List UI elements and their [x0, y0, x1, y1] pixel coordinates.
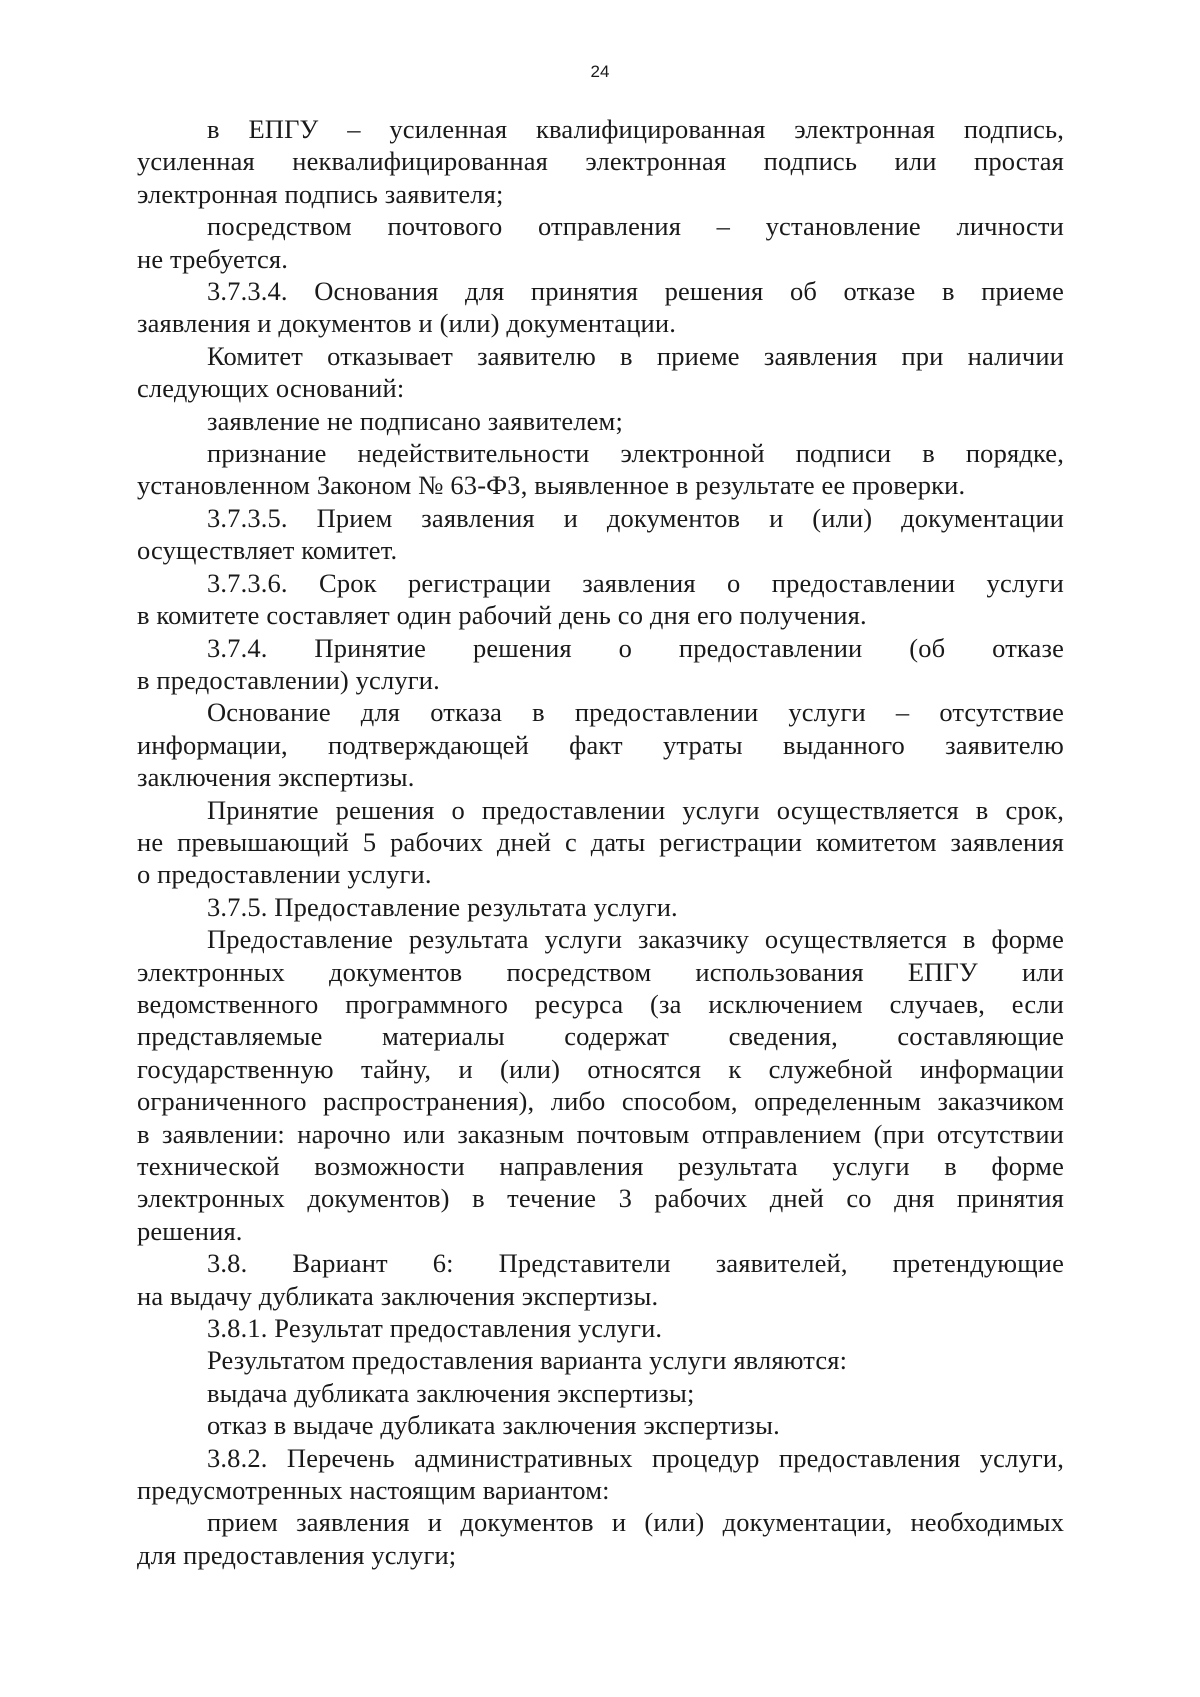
text-line: 3.7.3.6. Срок регистрации заявления о предоставлении услуги: [207, 567, 1064, 598]
text-line: ведомственного программного ресурса (за исключением случаев, если: [137, 988, 1064, 1019]
paragraph: [137, 113, 1064, 210]
text-line: в предоставлении) услуги.: [137, 664, 440, 695]
text-line: электронная подпись заявителя;: [137, 178, 504, 209]
text-line: не требуется.: [137, 243, 289, 274]
text-line: 3.7.5. Предоставление результата услуги.: [207, 891, 678, 922]
text-line: Принятие решения о предоставлении услуги осуществляется в срок,: [207, 794, 1064, 825]
document-body: [137, 113, 1064, 1571]
text-line: заключения экспертизы.: [137, 762, 415, 793]
text-line: 3.7.3.5. Прием заявления и документов и (или) документации: [207, 502, 1064, 533]
text-line: 3.7.4. Принятие решения о предоставлении (об отказе: [207, 632, 1064, 663]
paragraph: [137, 1312, 1064, 1344]
text-line: в комитете составляет один рабочий день со дня его получения.: [137, 600, 867, 631]
paragraph: [137, 923, 1064, 1247]
text-line: заявление не подписано заявителем;: [207, 405, 623, 436]
text-line: отказ в выдаче дубликата заключения экспертизы.: [207, 1410, 780, 1441]
text-line: о предоставлении услуги.: [137, 859, 432, 890]
text-line: электронных документов посредством использования ЕПГУ или: [137, 956, 1064, 987]
text-line: информации, подтверждающей факт утраты выданного заявителю: [137, 729, 1064, 760]
text-line: ограниченного распространения), либо способом, определенным заказчиком: [137, 1086, 1064, 1117]
text-line: следующих оснований:: [137, 373, 405, 404]
text-line: 3.7.3.4. Основания для принятия решения об отказе в приеме: [207, 276, 1064, 307]
text-line: 3.8.1. Результат предоставления услуги.: [207, 1313, 663, 1344]
paragraph: [137, 1247, 1064, 1312]
text-line: Предоставление результата услуги заказчику осуществляется в форме: [207, 924, 1064, 955]
text-line: осуществляет комитет.: [137, 535, 398, 566]
text-line: Результатом предоставления варианта услуги являются:: [207, 1345, 848, 1376]
page-number: 24: [590, 62, 610, 81]
paragraph: [137, 632, 1064, 697]
text-line: предусмотренных настоящим вариантом:: [137, 1475, 610, 1506]
text-line: установленном Законом № 63-ФЗ, выявленное в результате ее проверки.: [137, 470, 966, 501]
text-line: электронных документов) в течение 3 рабочих дней со дня принятия: [137, 1183, 1064, 1214]
text-line: признание недействительности электронной подписи в порядке,: [207, 438, 1064, 469]
paragraph: [137, 340, 1064, 405]
text-line: не превышающий 5 рабочих дней с даты регистрации комитетом заявления: [137, 826, 1064, 857]
paragraph: [137, 794, 1064, 891]
text-line: прием заявления и документов и (или) документации, необходимых: [207, 1507, 1064, 1538]
text-line: в заявлении: нарочно или заказным почтовым отправлением (при отсутствии: [137, 1118, 1064, 1149]
paragraph: [137, 1344, 1064, 1376]
text-line: выдача дубликата заключения экспертизы;: [207, 1377, 695, 1408]
text-line: 3.8.2. Перечень административных процедур предоставления услуги,: [207, 1442, 1064, 1473]
paragraph: [137, 437, 1064, 502]
text-line: Комитет отказывает заявителю в приеме заявления при наличии: [207, 340, 1064, 371]
text-line: технической возможности направления результата услуги в форме: [137, 1151, 1064, 1181]
paragraph: [137, 210, 1064, 275]
paragraph: [137, 405, 1064, 437]
text-line: для предоставления услуги;: [137, 1539, 457, 1570]
paragraph: [137, 567, 1064, 632]
paragraph: [137, 1409, 1064, 1441]
text-line: в ЕПГУ – усиленная квалифицированная электронная подпись,: [207, 114, 1064, 144]
text-line: решения.: [137, 1215, 243, 1246]
text-line: посредством почтового отправления – установление личности: [207, 211, 1064, 242]
paragraph: [137, 1506, 1064, 1571]
text-line: усиленная неквалифицированная электронная подпись или простая: [137, 146, 1064, 177]
paragraph: [137, 891, 1064, 923]
text-line: Основание для отказа в предоставлении услуги – отсутствие: [207, 697, 1064, 728]
paragraph: [137, 502, 1064, 567]
text-line: на выдачу дубликата заключения экспертизы.: [137, 1280, 659, 1311]
paragraph: [137, 275, 1064, 340]
text-line: 3.8. Вариант 6: Представители заявителей, претендующие: [207, 1248, 1064, 1279]
text-line: государственную тайну, и (или) относятся к служебной информации: [137, 1053, 1064, 1084]
text-line: представляемые материалы содержат сведения, составляющие: [137, 1021, 1064, 1052]
paragraph: [137, 696, 1064, 793]
text-line: заявления и документов и (или) документации.: [137, 308, 676, 339]
paragraph: [137, 1377, 1064, 1409]
paragraph: [137, 1442, 1064, 1507]
